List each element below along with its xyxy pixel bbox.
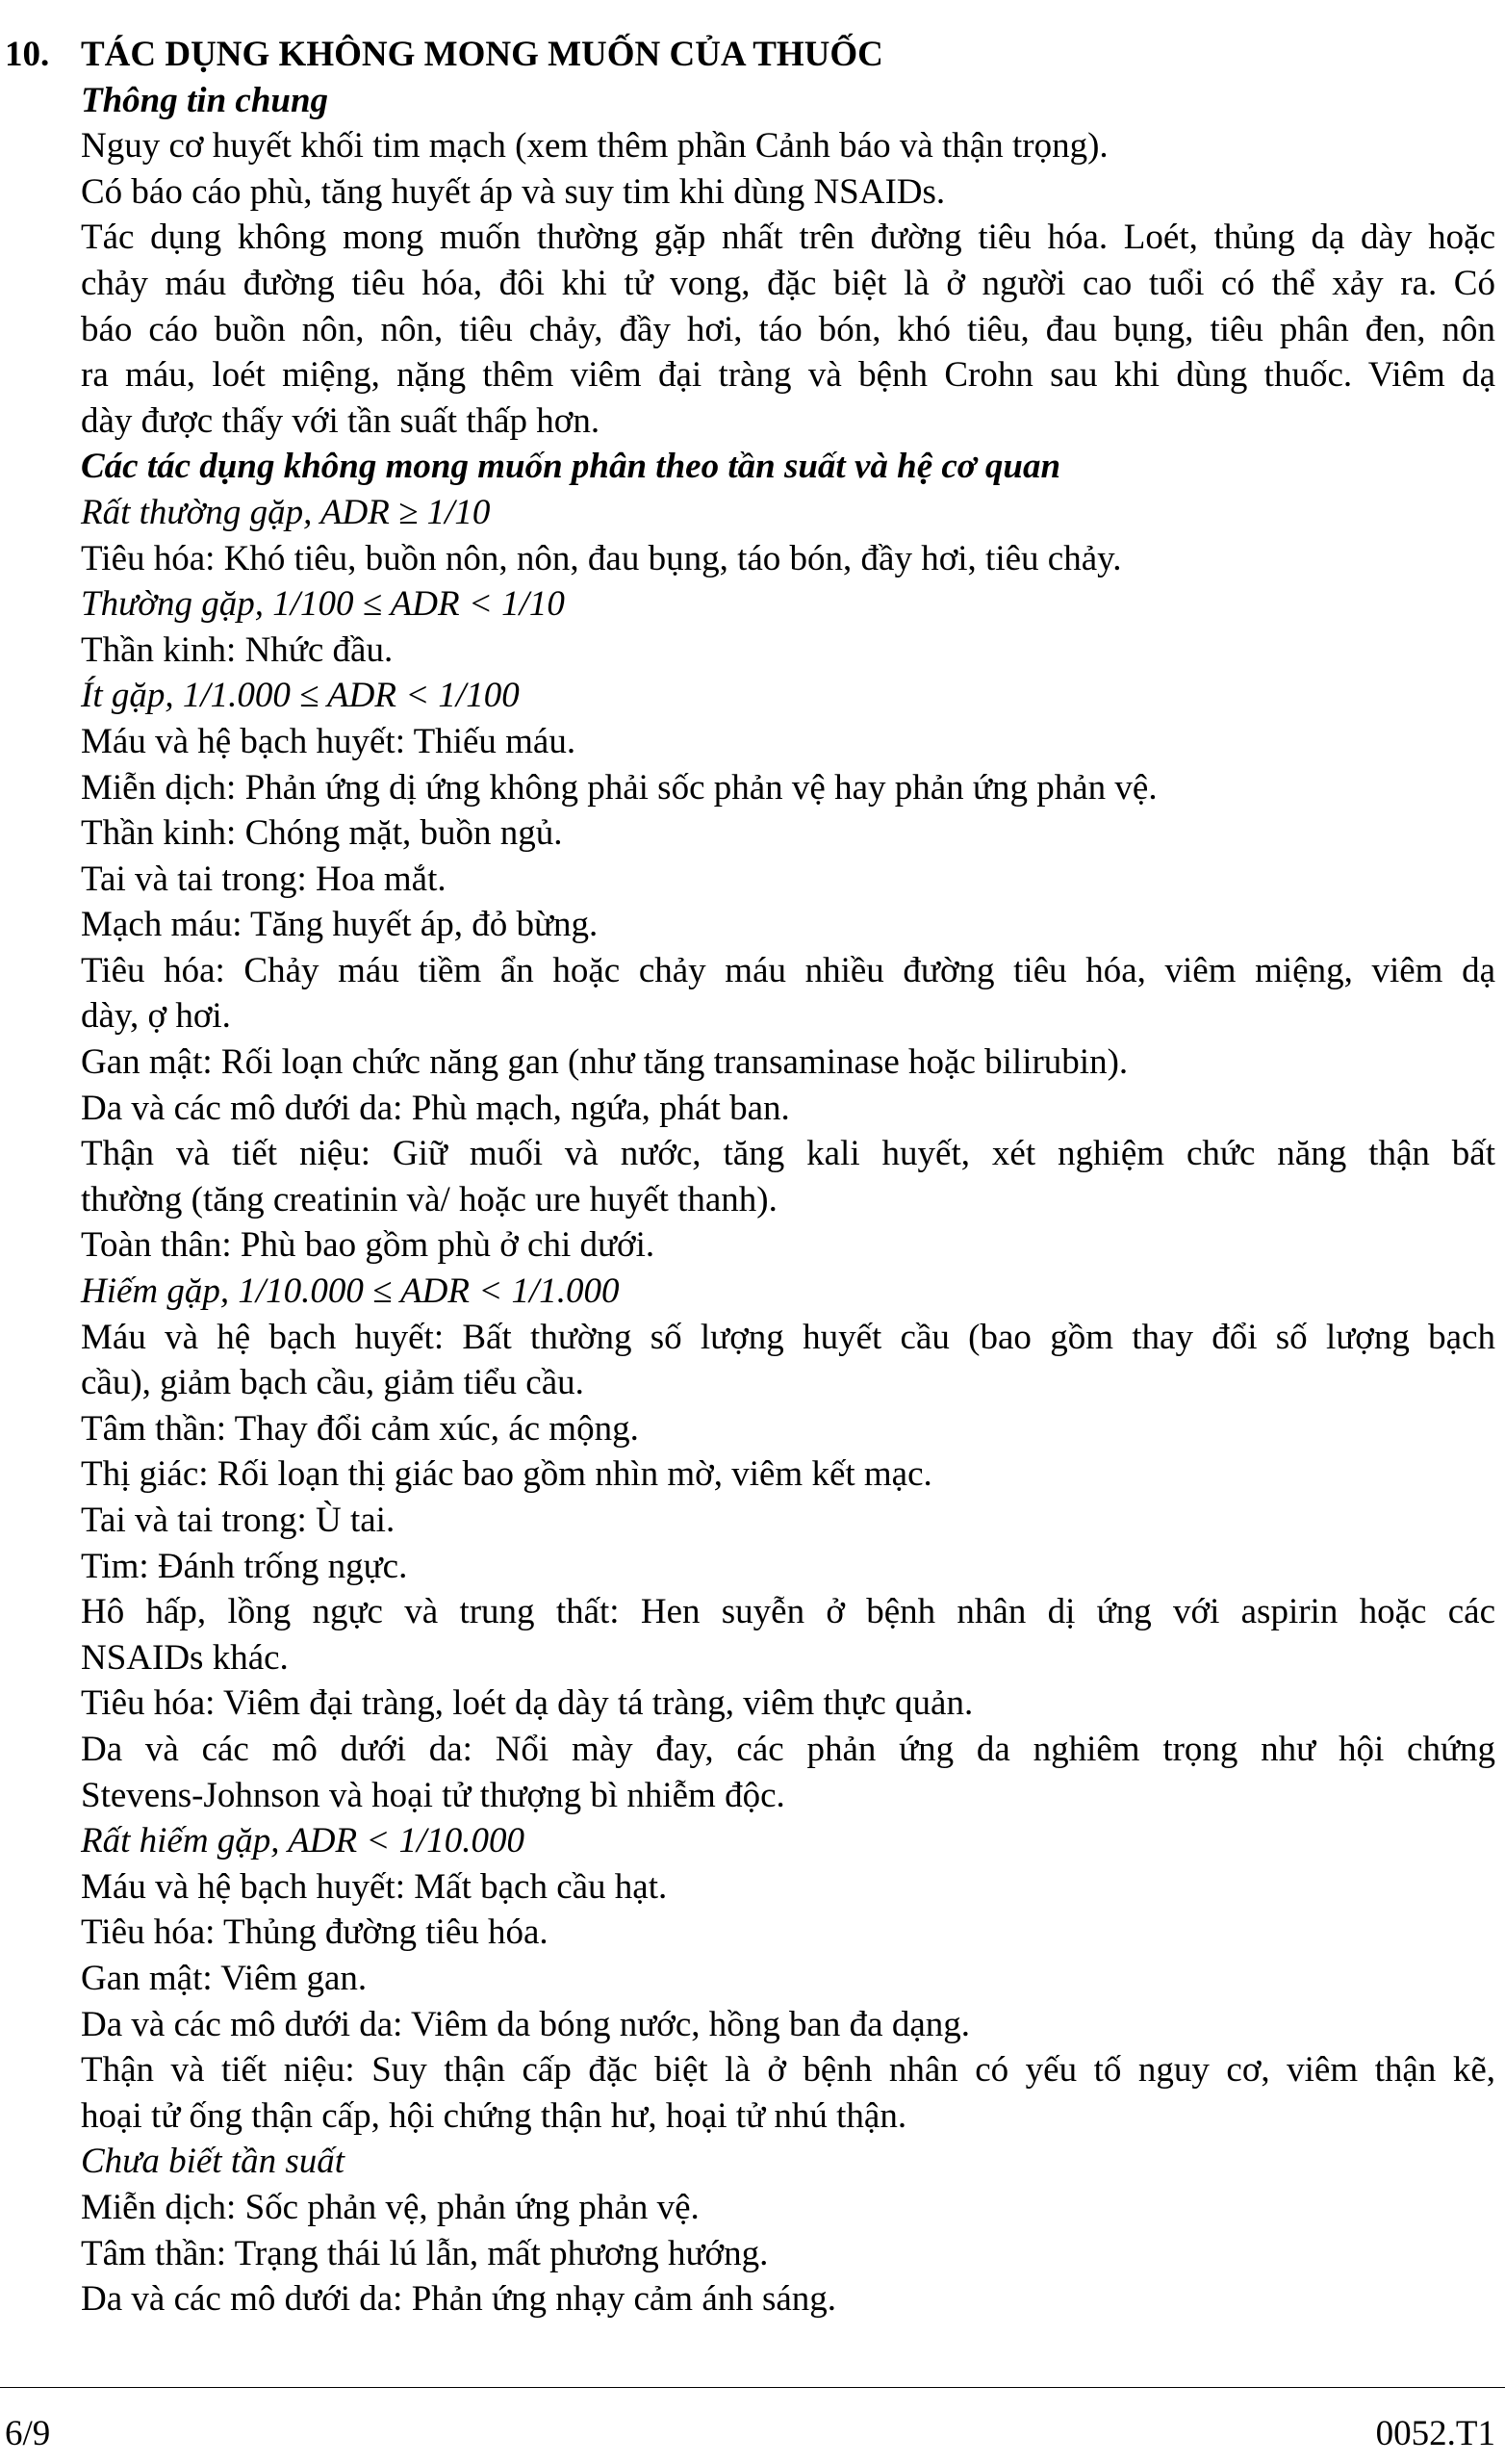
frequency-heading: Hiếm gặp, 1/10.000 ≤ ADR < 1/1.000 (81, 1271, 620, 1312)
text-line: Miễn dịch: Phản ứng dị ứng không phải sốc phản vệ hay phản ứng phản vệ. (81, 767, 1158, 808)
text-line: dày, ợ hơi. (81, 996, 231, 1037)
text-line: Gan mật: Viêm gan. (81, 1958, 368, 1998)
text-line: Thận và tiết niệu: Suy thận cấp đặc biệt là ở bệnh nhân có yếu tố nguy cơ, viêm thận kẽ, (81, 2050, 1495, 2091)
text-line: Hô hấp, lồng ngực và trung thất: Hen suyễn ở bệnh nhân dị ứng với aspirin hoặc các (81, 1592, 1495, 1632)
text-line: Miễn dịch: Sốc phản vệ, phản ứng phản vệ. (81, 2187, 700, 2227)
text-line: Tiêu hóa: Viêm đại tràng, loét dạ dày tá tràng, viêm thực quản. (81, 1683, 974, 1724)
text-line: Tâm thần: Thay đổi cảm xúc, ác mộng. (81, 1408, 639, 1449)
footer-divider (0, 2387, 1505, 2388)
text-line: Tiêu hóa: Chảy máu tiềm ẩn hoặc chảy máu nhiều đường tiêu hóa, viêm miệng, viêm dạ (81, 950, 1495, 990)
text-line: Thần kinh: Nhức đầu. (81, 629, 394, 670)
text-line: Tiêu hóa: Khó tiêu, buồn nôn, nôn, đau bụng, táo bón, đầy hơi, tiêu chảy. (81, 538, 1122, 578)
text-line: cầu), giảm bạch cầu, giảm tiểu cầu. (81, 1363, 584, 1403)
text-line: thường (tăng creatinin và/ hoặc ure huyết thanh). (81, 1179, 778, 1219)
text-line: Mạch máu: Tăng huyết áp, đỏ bừng. (81, 905, 599, 945)
text-line: Stevens-Johnson và hoại tử thượng bì nhiễm độc. (81, 1775, 785, 1815)
text-line: Da và các mô dưới da: Phù mạch, ngứa, phát ban. (81, 1088, 790, 1128)
text-line: Máu và hệ bạch huyết: Thiếu máu. (81, 721, 576, 761)
text-line: Tiêu hóa: Thủng đường tiêu hóa. (81, 1912, 548, 1953)
section-title: TÁC DỤNG KHÔNG MONG MUỐN CỦA THUỐC (81, 35, 883, 74)
frequency-heading: Chưa biết tần suất (81, 2142, 345, 2182)
document-body (0, 32, 1505, 2323)
frequency-heading: Ít gặp, 1/1.000 ≤ ADR < 1/100 (81, 676, 520, 716)
text-line: chảy máu đường tiêu hóa, đôi khi tử vong, đặc biệt là ở người cao tuổi có thể xảy ra. Có (81, 263, 1495, 303)
text-line: Thị giác: Rối loạn thị giác bao gồm nhìn mờ, viêm kết mạc. (81, 1454, 932, 1495)
text-line: Tác dụng không mong muốn thường gặp nhất trên đường tiêu hóa. Loét, thủng dạ dày hoặc (81, 218, 1495, 258)
text-line: hoại tử ống thận cấp, hội chứng thận hư, hoại tử nhú thận. (81, 2095, 907, 2136)
subheading: Thông tin chung (81, 80, 329, 120)
text-line: báo cáo buồn nôn, nôn, tiêu chảy, đầy hơi, táo bón, khó tiêu, đau bụng, tiêu phân đen, nôn (81, 309, 1495, 349)
text-line: NSAIDs khác. (81, 1637, 289, 1678)
text-line: Gan mật: Rối loạn chức năng gan (như tăng transaminase hoặc bilirubin). (81, 1042, 1129, 1083)
text-line: Có báo cáo phù, tăng huyết áp và suy tim khi dùng NSAIDs. (81, 171, 946, 212)
section-content (0, 78, 1505, 2323)
frequency-heading: Thường gặp, 1/100 ≤ ADR < 1/10 (81, 584, 565, 625)
text-line: Da và các mô dưới da: Viêm da bóng nước, hồng ban đa dạng. (81, 2004, 971, 2044)
text-line: Thần kinh: Chóng mặt, buồn ngủ. (81, 813, 563, 854)
frequency-heading: Rất thường gặp, ADR ≥ 1/10 (81, 492, 491, 532)
text-line: Tai và tai trong: Ù tai. (81, 1501, 395, 1540)
frequency-heading: Rất hiếm gặp, ADR < 1/10.000 (81, 1821, 525, 1861)
text-line: ra máu, loét miệng, nặng thêm viêm đại tràng và bệnh Crohn sau khi dùng thuốc. Viêm dạ (81, 355, 1495, 396)
subheading: Các tác dụng không mong muốn phân theo tần suất và hệ cơ quan (81, 447, 1061, 487)
text-line: Nguy cơ huyết khối tim mạch (xem thêm phần Cảnh báo và thận trọng). (81, 126, 1109, 167)
document-code: 0052.T1 (1375, 2414, 1495, 2453)
text-line: Tim: Đánh trống ngực. (81, 1546, 408, 1586)
text-line: Thận và tiết niệu: Giữ muối và nước, tăng kali huyết, xét nghiệm chức năng thận bất (81, 1134, 1495, 1174)
page-number: 6/9 (5, 2414, 51, 2453)
text-line: Máu và hệ bạch huyết: Mất bạch cầu hạt. (81, 1866, 668, 1907)
text-line: Tâm thần: Trạng thái lú lẫn, mất phương hướng. (81, 2233, 769, 2273)
text-line: Tai và tai trong: Hoa mắt. (81, 859, 446, 899)
text-line: dày được thấy với tần suất thấp hơn. (81, 400, 600, 441)
section-heading (0, 32, 1505, 78)
text-line: Máu và hệ bạch huyết: Bất thường số lượng huyết cầu (bao gồm thay đổi số lượng bạch (81, 1317, 1495, 1357)
text-line: Da và các mô dưới da: Nổi mày đay, các phản ứng da nghiêm trọng như hội chứng (81, 1729, 1495, 1769)
text-line: Da và các mô dưới da: Phản ứng nhạy cảm ánh sáng. (81, 2279, 837, 2320)
section-number: 10. (5, 35, 50, 74)
text-line: Toàn thân: Phù bao gồm phù ở chi dưới. (81, 1225, 655, 1266)
